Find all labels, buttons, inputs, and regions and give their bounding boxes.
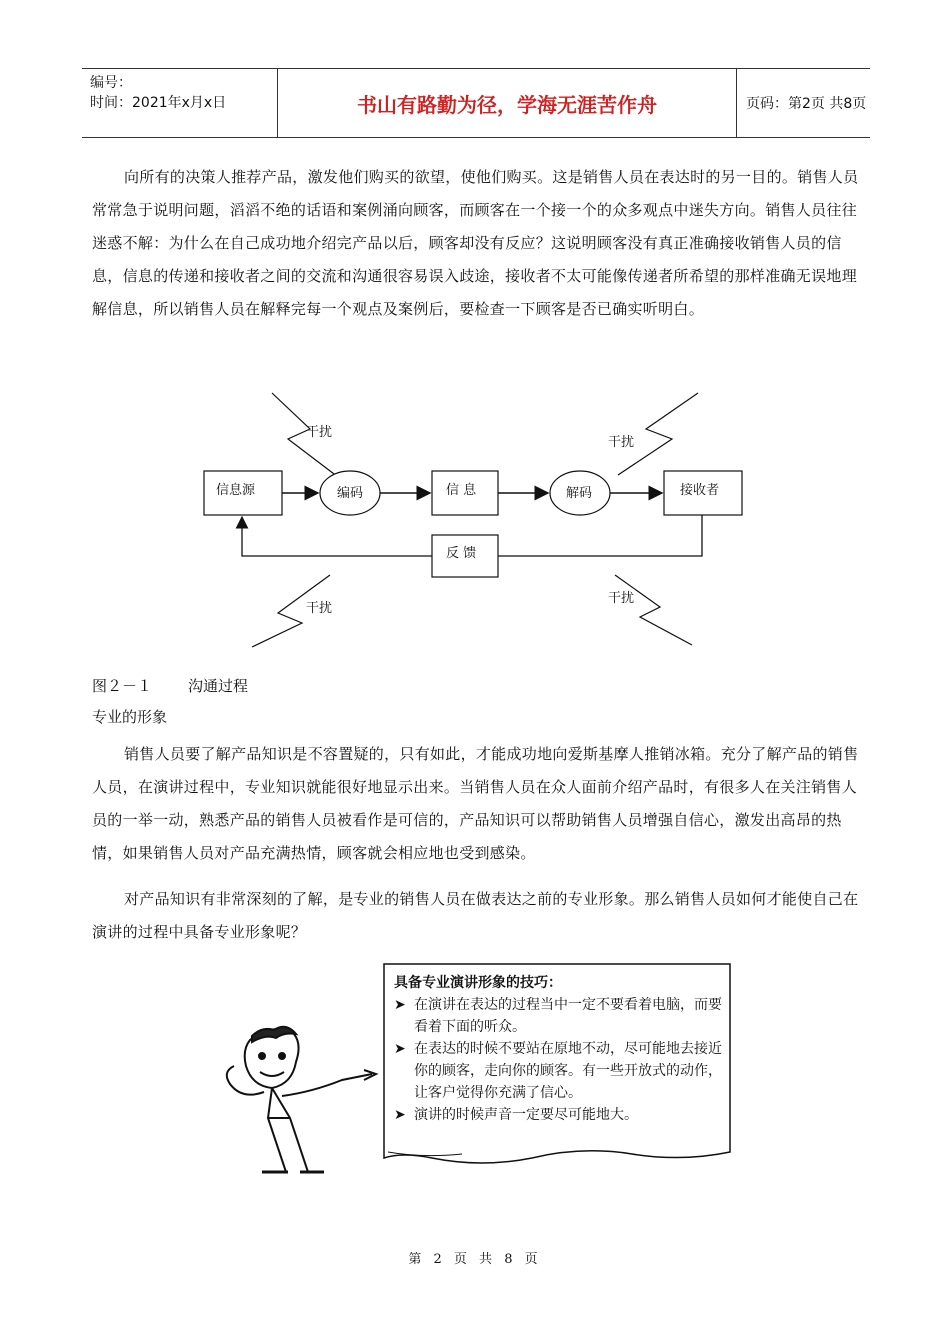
tip-item (394, 1104, 724, 1126)
paragraph-3: 对产品知识有非常深刻的了解，是专业的销售人员在做表达之前的专业形象。那么销售人员如何才能使自己在演讲的过程中具备专业形象呢？ (92, 890, 859, 941)
encode-label: 编码 (337, 486, 364, 501)
tips-callout (382, 962, 732, 1168)
tip-item (394, 1038, 724, 1104)
serial-label: 编号： (90, 75, 132, 91)
tip-arrow-icon: ➤ (394, 997, 406, 1013)
page-footer: 第 2 页 共 8 页 (408, 1252, 542, 1267)
header-page-info: 页码：第2页 共8页 (746, 96, 867, 112)
presenter-illustration (212, 1022, 382, 1182)
tips-content (394, 972, 724, 1126)
noise-label-bottom-right: 干扰 (608, 591, 635, 606)
communication-diagram (190, 385, 750, 655)
feedback-loop-line (498, 515, 702, 556)
feedback-return-arrow (242, 517, 432, 556)
paragraph-1: 向所有的决策人推荐产品，激发他们购买的欲望，使他们购买。这是销售人员在表达时的另一目的。销售人员常常急于说明问题，滔滔不绝的话语和案例涌向顾客，而顾客在一个接一个的众多观点中迷失方向。销售人员往往迷惑不解：为什么在自己成功地介绍完产品以后，顾客却没有反应？这说明顾客没有真正准确接收销售人员的信息，信息的传递和接收者之间的交流和沟通很容易误入歧途，接收者不太可能像传递者所希望的那样准确无误地理解信息，所以销售人员在解释完每一个观点及案例后，要检查一下顾客是否已确实听明白。 (92, 168, 859, 318)
tip-item (394, 994, 724, 1038)
source-label: 信息源 (216, 483, 256, 498)
decode-label: 解码 (566, 486, 593, 501)
tip-arrow-icon: ➤ (394, 1041, 406, 1057)
noise-bolt-bottom-right (615, 575, 692, 645)
message-label: 信 息 (446, 483, 477, 498)
tips-title: 具备专业演讲形象的技巧： (394, 975, 562, 991)
figure-title: 沟通过程 (188, 677, 249, 695)
tip-arrow-icon: ➤ (394, 1107, 406, 1123)
time-label: 时间：2021年x月x日 (90, 95, 227, 111)
communication-diagram-svg (190, 385, 750, 655)
noise-bolt-top-right (618, 393, 698, 475)
noise-label-bottom-left: 干扰 (306, 601, 333, 616)
feedback-label: 反 馈 (446, 546, 477, 561)
header-motto: 书山有路勤为径，学海无涯苦作舟 (278, 69, 737, 137)
section-title: 专业的形象 (92, 708, 168, 726)
figure-number: 图２－１ (92, 677, 153, 695)
noise-label-top-left: 干扰 (306, 425, 333, 440)
receiver-label: 接收者 (680, 483, 720, 498)
tip-text: 在表达的时候不要站在原地不动，尽可能地去接近你的顾客，走向你的顾客。有一些开放式的动作，让客户觉得你充满了信心。 (414, 1041, 722, 1101)
presenter-cartoon (212, 1022, 382, 1182)
header-meta (82, 69, 278, 137)
tip-text: 在演讲在表达的过程当中一定不要看着电脑，而要看着下面的听众。 (414, 997, 722, 1035)
paragraph-2: 销售人员要了解产品知识是不容置疑的，只有如此，才能成功地向爱斯基摩人推销冰箱。充分了解产品的销售人员，在演讲过程中，专业知识就能很好地显示出来。当销售人员在众人面前介绍产品时，有很多人在关注销售人员的一举一动，熟悉产品的销售人员被看作是可信的，产品知识可以帮助销售人员增强自信心，激发出高昂的热情，如果销售人员对产品充满热情，顾客就会相应地也受到感染。 (92, 745, 859, 862)
noise-label-top-right: 干扰 (608, 435, 635, 450)
tip-text: 演讲的时候声音一定要尽可能地大。 (414, 1107, 638, 1123)
figure-caption (92, 675, 248, 697)
page-header (82, 68, 870, 138)
